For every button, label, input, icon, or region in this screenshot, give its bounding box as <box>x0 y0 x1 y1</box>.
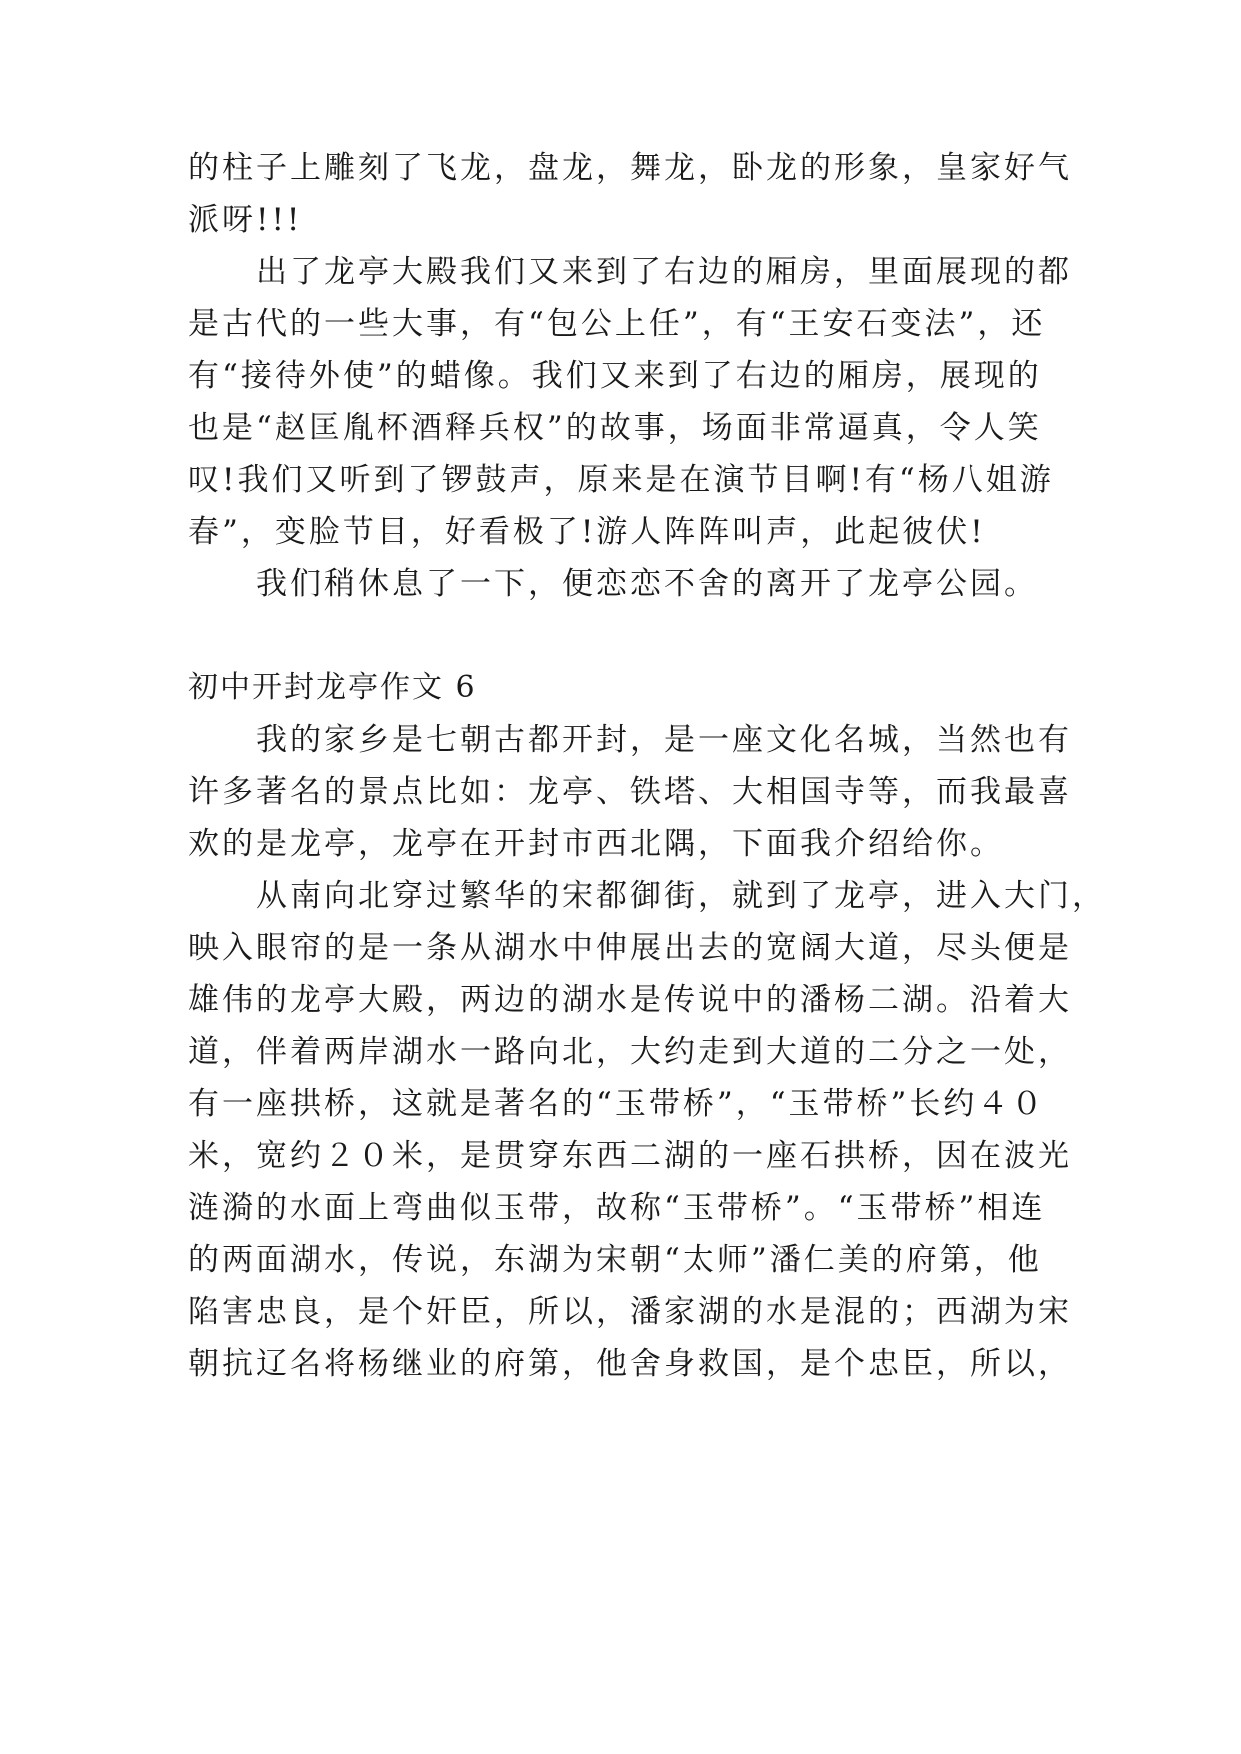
section-heading: 初中开封龙亭作文 6 <box>188 670 477 705</box>
text-line: 有一座拱桥，这就是著名的“玉带桥”，“玉带桥”长约４０ <box>188 1086 1046 1122</box>
paragraph-start-line: 从南向北穿过繁华的宋都御街，就到了龙亭，进入大门， <box>256 878 1106 914</box>
text-line: 是古代的一些大事，有“包公上任”，有“王安石变法”，还 <box>188 306 1046 342</box>
text-line: 映入眼帘的是一条从湖水中伸展出去的宽阔大道，尽头便是 <box>188 930 1072 966</box>
text-line: 也是“赵匡胤杯酒释兵权”的故事，场面非常逼真，令人笑 <box>188 410 1042 446</box>
paragraph-start-line: 我们稍休息了一下，便恋恋不舍的离开了龙亭公园。 <box>256 566 1038 602</box>
text-line: 有“接待外使”的蜡像。我们又来到了右边的厢房，展现的 <box>188 358 1042 394</box>
paragraph-start-line: 出了龙亭大殿我们又来到了右边的厢房，里面展现的都 <box>256 254 1072 290</box>
text-line: 雄伟的龙亭大殿，两边的湖水是传说中的潘杨二湖。沿着大 <box>188 982 1072 1018</box>
text-line: 许多著名的景点比如：龙亭、铁塔、大相国寺等，而我最喜 <box>188 774 1072 810</box>
text-line: 陷害忠良，是个奸臣，所以，潘家湖的水是混的；西湖为宋 <box>188 1294 1072 1330</box>
text-line: 道，伴着两岸湖水一路向北，大约走到大道的二分之一处， <box>188 1034 1072 1070</box>
paragraph-start-line: 我的家乡是七朝古都开封，是一座文化名城，当然也有 <box>256 722 1072 758</box>
text-line: 米，宽约２０米，是贯穿东西二湖的一座石拱桥，因在波光 <box>188 1138 1072 1174</box>
text-line: 叹!我们又听到了锣鼓声，原来是在演节目啊!有“杨八姐游 <box>188 462 1054 498</box>
text-line: 的柱子上雕刻了飞龙，盘龙，舞龙，卧龙的形象，皇家好气 <box>188 150 1072 186</box>
text-line: 派呀!!! <box>188 202 303 238</box>
text-line: 的两面湖水，传说，东湖为宋朝“太师”潘仁美的府第，他 <box>188 1242 1042 1278</box>
text-line: 朝抗辽名将杨继业的府第，他舍身救国，是个忠臣，所以， <box>188 1346 1072 1382</box>
text-line: 欢的是龙亭，龙亭在开封市西北隅，下面我介绍给你。 <box>188 826 1004 862</box>
text-line: 涟漪的水面上弯曲似玉带，故称“玉带桥”。“玉带桥”相连 <box>188 1190 1046 1226</box>
text-line: 春”，变脸节目，好看极了!游人阵阵叫声，此起彼伏! <box>188 514 986 550</box>
